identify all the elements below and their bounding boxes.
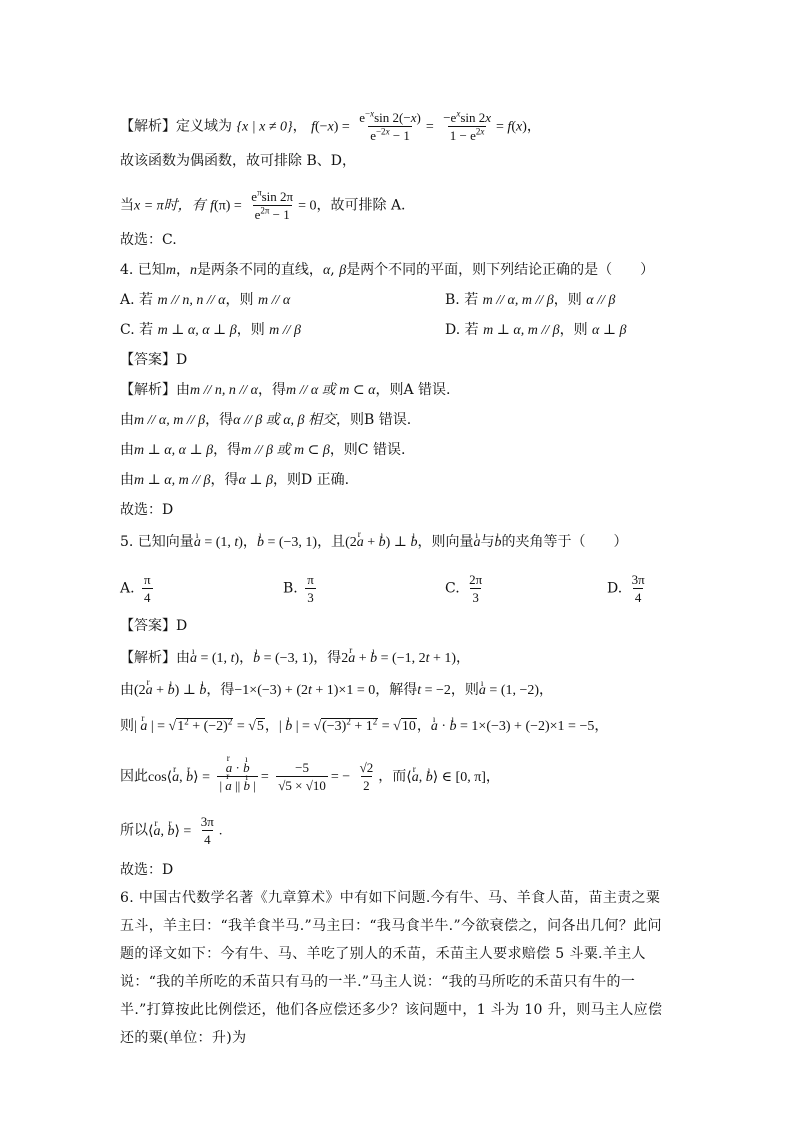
q5-stem: 5. 已知向量ı a = (1, t)，ı b = (−3, 1)，且(2r a + ı b) ⊥ ı b，则向量ı a与ı b的夹角等于（ ） bbox=[120, 532, 676, 553]
analysis-res: α ⊥ β bbox=[238, 473, 273, 488]
q5-option-c bbox=[445, 572, 487, 605]
q5-stem-tail: ，则向量 bbox=[417, 534, 474, 550]
analysis-post: ，则C 错误. bbox=[329, 442, 406, 458]
q3-analysis-line: 【解析】定义域为 {x | x ≠ 0}， f(−x) = $\frac{e^{-x}\sin 2(-x)}{e^{-2x} - 1}$ = $\frac{-e^x\sin 2x}{1 - e^{2x}}$ = f(x)， bbox=[120, 108, 541, 143]
q5-line4-pre: 因此 bbox=[120, 768, 148, 785]
when-text: 当 bbox=[120, 197, 134, 214]
domain-text: 定义域为 bbox=[176, 118, 232, 135]
q5-line2-pre: 由 bbox=[120, 682, 134, 698]
option-label: D. 若 bbox=[445, 322, 479, 338]
q4-stem-mid: 是两条不同的直线， bbox=[196, 262, 323, 278]
option-num: π bbox=[144, 572, 151, 587]
q4-option-b bbox=[445, 290, 615, 311]
analysis-cond: m ⊥ α, m // β bbox=[134, 473, 211, 488]
analysis-pre: 由 bbox=[120, 412, 134, 428]
analysis-post: ，则B 错误. bbox=[336, 412, 412, 428]
q5-analysis-pre: 【解析】由 bbox=[120, 650, 190, 666]
q4-option-c bbox=[120, 320, 301, 341]
option-then: ，则 bbox=[553, 292, 582, 308]
exclude-a-text: ，故可排除 A. bbox=[316, 197, 406, 214]
q4-choice: 故选：D bbox=[120, 502, 174, 518]
q5-analysis-line-1: 【解析】由ı a = (1, t)，ı b = (−3, 1)，得2r a + ı b = (−1, 2t + 1)， bbox=[120, 648, 676, 669]
q4-analysis-line-2 bbox=[120, 410, 676, 431]
option-cond: m // n, n // α bbox=[157, 293, 226, 308]
q4-analysis-line-4 bbox=[120, 470, 676, 491]
option-label: D. bbox=[607, 580, 623, 597]
option-label: A. 若 bbox=[120, 292, 154, 308]
q5-answer: 【答案】D bbox=[120, 618, 188, 634]
option-den: 4 bbox=[144, 590, 151, 605]
option-cond: m ⊥ α, m // β bbox=[483, 323, 560, 338]
option-label: C. 若 bbox=[120, 322, 154, 338]
q5-stem-end: 的夹角等于（ ） bbox=[501, 534, 628, 550]
q5-option-b bbox=[283, 572, 319, 605]
option-result: m // α bbox=[257, 293, 291, 308]
analysis-res: m // α 或 m ⊂ α bbox=[286, 383, 376, 398]
q3-even-line: 故该函数为偶函数，故可排除 B、D， bbox=[120, 153, 356, 169]
option-den: 3 bbox=[472, 590, 479, 605]
analysis-cond: m ⊥ α, α ⊥ β bbox=[134, 443, 214, 458]
analysis-pre: 由 bbox=[120, 442, 134, 458]
option-num: 2π bbox=[469, 572, 483, 587]
analysis-mid: ，得 bbox=[210, 472, 239, 488]
q5-choice: 故选：D bbox=[120, 862, 174, 878]
analysis-tag: 【解析】 bbox=[120, 118, 176, 135]
q4-answer: 【答案】D bbox=[120, 352, 188, 368]
option-result: m // β bbox=[269, 323, 302, 338]
q4-stem-prefix: 4. 已知 bbox=[120, 262, 166, 278]
q4-analysis-line-1 bbox=[120, 380, 676, 401]
when-value: x = π时，有 bbox=[134, 198, 206, 214]
analysis-mid: ，得 bbox=[213, 442, 242, 458]
analysis-cond: m // α, m // β bbox=[134, 413, 206, 428]
q5-line2-mid: ，得 bbox=[206, 682, 235, 698]
analysis-post: ，则A 错误. bbox=[375, 382, 451, 398]
option-then: ，则 bbox=[559, 322, 588, 338]
analysis-mid: ，得 bbox=[205, 412, 234, 428]
q5-analysis-line-5: 所以⟨r a, r b⟩ = $\frac{3\pi}{4}$ . bbox=[120, 814, 676, 847]
q4-stem-mid2: 是两个不同的平面，则下列结论正确的是（ ） bbox=[346, 262, 655, 278]
option-result: α ⊥ β bbox=[592, 323, 627, 338]
option-label: C. bbox=[445, 580, 460, 597]
analysis-pre: 由 bbox=[120, 472, 134, 488]
q5-option-d bbox=[607, 572, 650, 605]
option-den: 3 bbox=[307, 590, 314, 605]
option-then: ，则 bbox=[225, 292, 254, 308]
q3-choice: 故选：C. bbox=[120, 232, 177, 248]
q5-line3-pre: 则 bbox=[120, 718, 134, 734]
frac-f-neg-x: $\frac{e^{-x}\sin 2(-x)}{e^{-2x} - 1}$ bbox=[359, 108, 421, 143]
analysis-mid: ，得 bbox=[258, 382, 287, 398]
option-label: B. 若 bbox=[445, 292, 479, 308]
q5-stem-and: 与 bbox=[480, 534, 495, 550]
option-result: α // β bbox=[586, 293, 616, 308]
q5-stem-mid: ，且 bbox=[317, 534, 346, 550]
frac-simplified: $\frac{-e^x\sin 2x}{1 - e^{2x}}$ bbox=[443, 108, 492, 143]
option-den: 4 bbox=[634, 590, 642, 605]
domain-set: {x | x ≠ 0} bbox=[236, 119, 293, 135]
q5-analysis-line-4: 因此cos⟨r a, r b⟩ = r $\frac{\text{a · ı b}}{\text{| r a || ı b |}}$ = $\frac{-5}{√5 \times √10}$ = − $\frac{√2}{2}$ ，而⟨r a, ı b⟩ ∈ [0, π]， bbox=[120, 760, 676, 793]
q4-stem: 4. 已知m，n是两条不同的直线，α, β是两个不同的平面，则下列结论正确的是（ ） bbox=[120, 262, 655, 278]
option-cond: m // α, m // β bbox=[482, 293, 554, 308]
analysis-res: m // β 或 m ⊂ β bbox=[241, 443, 330, 458]
option-cond: m ⊥ α, α ⊥ β bbox=[157, 323, 237, 338]
q4-option-a bbox=[120, 290, 290, 311]
option-label: B. bbox=[283, 580, 298, 597]
q5-line2-solve: ，解得 bbox=[375, 682, 418, 698]
q5-option-a bbox=[120, 572, 156, 605]
q5-stem-prefix: 5. 已知向量 bbox=[120, 534, 194, 550]
option-num: π bbox=[307, 572, 314, 587]
q5-analysis-line-2: 由(2r a + ı b) ⊥ ı b，得−1×(−3) + (2t + 1)×1 = 0，解得t = −2，则ı a = (1, −2)， bbox=[120, 680, 676, 701]
analysis-res: α // β 或 α, β 相交 bbox=[233, 413, 337, 428]
f-neg-x: f bbox=[311, 119, 315, 135]
q5-line2-then: ，则 bbox=[450, 682, 479, 698]
analysis-pre: 【解析】由 bbox=[120, 382, 190, 398]
analysis-post: ，则D 正确. bbox=[273, 472, 350, 488]
frac-f-pi: $\frac{e^\pi\sin 2\pi}{e^{2\pi} - 1}$ bbox=[251, 187, 294, 222]
q6-paragraph: 6. 中国古代数学名著《九章算术》中有如下问题.今有牛、马、羊食人苗，苗主责之粟五斗，羊主曰：“我羊食半马.”马主曰：“我马食半牛.”今欲衰偿之，问各出几何？此问题的译文如下：今有牛、马、羊吃了别人的禾苗，禾苗主人要求赔偿 5 斗粟.羊主人说：“我的羊所吃的禾苗只有马的一半.”马主人说：“我的马所吃的禾苗只有牛的一半.”打算按此比例偿还，他们各应偿还多少？该问题中，1 斗为 10 升，则马主人应偿还的粟(单位：升)为 bbox=[120, 890, 663, 1046]
q4-option-d bbox=[445, 320, 627, 341]
option-label: A. bbox=[120, 580, 135, 597]
q5-line5-pre: 所以 bbox=[120, 822, 148, 839]
option-num: 3π bbox=[631, 572, 645, 587]
q5-line4-and: ，而 bbox=[378, 768, 407, 785]
option-then: ，则 bbox=[236, 322, 265, 338]
analysis-cond: m // n, n // α bbox=[190, 383, 259, 398]
q4-analysis-line-3 bbox=[120, 440, 676, 461]
q3-exclude-line: 当x = π时，有 f(π) = $\frac{e^\pi\sin 2\pi}{e^{2\pi} - 1}$ = 0，故可排除 A. bbox=[120, 187, 406, 222]
q5-get: ，得 bbox=[313, 650, 342, 666]
q5-analysis-line-3: 则| r a | = $√1^2 + (-2)^2 = √5$，| ı b | = $√(-3)^2 + 1^2 = √10$，ı a · ı b = 1×(−3) + (−2)×1 = −5， bbox=[120, 716, 676, 737]
